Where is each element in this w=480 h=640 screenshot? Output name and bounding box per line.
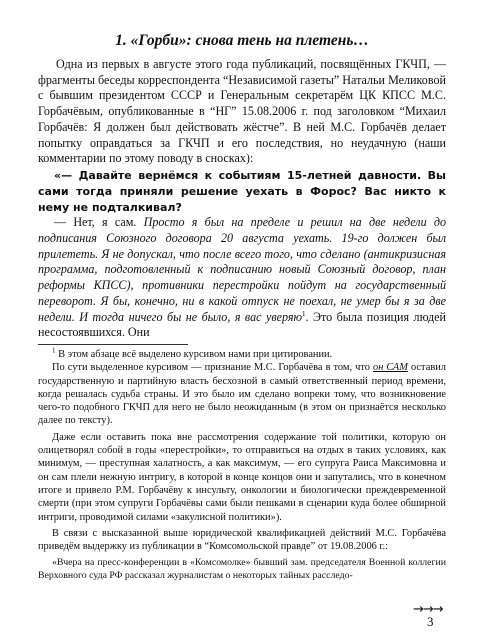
comment1-emphasis: он САМ bbox=[373, 362, 408, 374]
page-number: 3 bbox=[427, 614, 434, 629]
comment1-before: По сути выделенное курсивом — признание М.С. Горбачёва в том, что bbox=[52, 362, 373, 374]
answer-italic-text: Просто я был на пределе и решил на две недели до подписания Союзного договора 20 августа уехать. 19-го должен был прилететь. Я не допускал, что после всего того, что сделано (антикризисная программа, подготовленный к подписанию новый Союзный договор, план реформы КПСС), противники перестройки пойдут на государственный переворот. Я бы, конечно, ни в какой отпуск не поехал, не умер бы я за две недели. И тогда ничего бы не было, я вас уверяю bbox=[38, 215, 447, 324]
chapter-title: 1. «Горби»: снова тень на плетень… bbox=[115, 32, 369, 49]
footnote-text: В этом абзаце всё выделено курсивом нами при цитировании. bbox=[55, 348, 333, 360]
comment-paragraph-2: Даже если оставить пока вне рассмотрения содержание той политики, которую он олицетворял собой в годы «перестройки», то отправиться на отдых в таких условиях, как минимум, — преступная халатность, а как максимум, — его супруга Раиса Максимовна и он сам плели нежную интригу, в которой в конце концов они и запутались, что в конечном итоге и привело Р.М. Горбачёву к инсульту, онкологии и биологически преждевременной смерти (при этом супруги Горбачёвы сами были пешками в сценарии куда более обширной интриги, проводимой силами «закулисной политики»). bbox=[38, 431, 446, 523]
answer-lead: — Нет, я сам. bbox=[54, 215, 144, 230]
intro-paragraph: Одна из первых в августе этого года публикаций, посвящённых ГКЧП, — фрагменты беседы корреспондента “Независимой газеты” Натальи Меликовой с бывшим президентом СССР и Генеральным секретарём ЦК КПСС М.С. Горбачёвым, опубликованные в “НГ” 15.08.2006 г. под заголовком “Михаил Горбачёв: Я должен был действовать жёстче”. В ней М.С. Горбачёв делает попытку оправдаться за ГКЧП и его последствия, но неудачную (наши комментарии по этому поводу в сносках): bbox=[38, 57, 446, 166]
footnote-reference: 1 bbox=[302, 309, 306, 318]
interview-question: «— Давайте вернёмся к событиям 15-летней давности. Вы сами тогда приняли решение уехать в Форос? Вас никто к нему не подталкивал? bbox=[38, 168, 446, 214]
comment-paragraph-1 bbox=[38, 361, 446, 427]
comment1-after: оставил государственную и партийную власть бесхозной в самый ответственный период времени, когда решалась судьба страны. И это было им сделано вопреки тому, что возникновение чего-то подобного ГКЧП для него не было неожиданным (в этом он признаётся несколько далее по тексту). bbox=[38, 362, 446, 427]
comment-paragraph-3: В связи с высказанной выше юридической квалификацией действий М.С. Горбачёва приведём выдержку из публикации в “Комсомольской правде” от 19.08.2006 г.: bbox=[38, 527, 446, 553]
footnote bbox=[38, 348, 446, 361]
interview-answer bbox=[38, 215, 446, 341]
answer-tail: . Это была позиция людей несостоявшихся. Они bbox=[38, 309, 446, 340]
footnote-divider bbox=[38, 344, 188, 345]
footnote-mark: 1 bbox=[52, 346, 56, 355]
newspaper-quote: «Вчера на пресс-конференции в «Комсомолке» бывший зам. председателя Военной коллегии Верховного суда РФ рассказал журналистам о некоторых тайных расследо- bbox=[38, 557, 446, 582]
continue-arrows-icon: →→→ bbox=[413, 602, 443, 617]
